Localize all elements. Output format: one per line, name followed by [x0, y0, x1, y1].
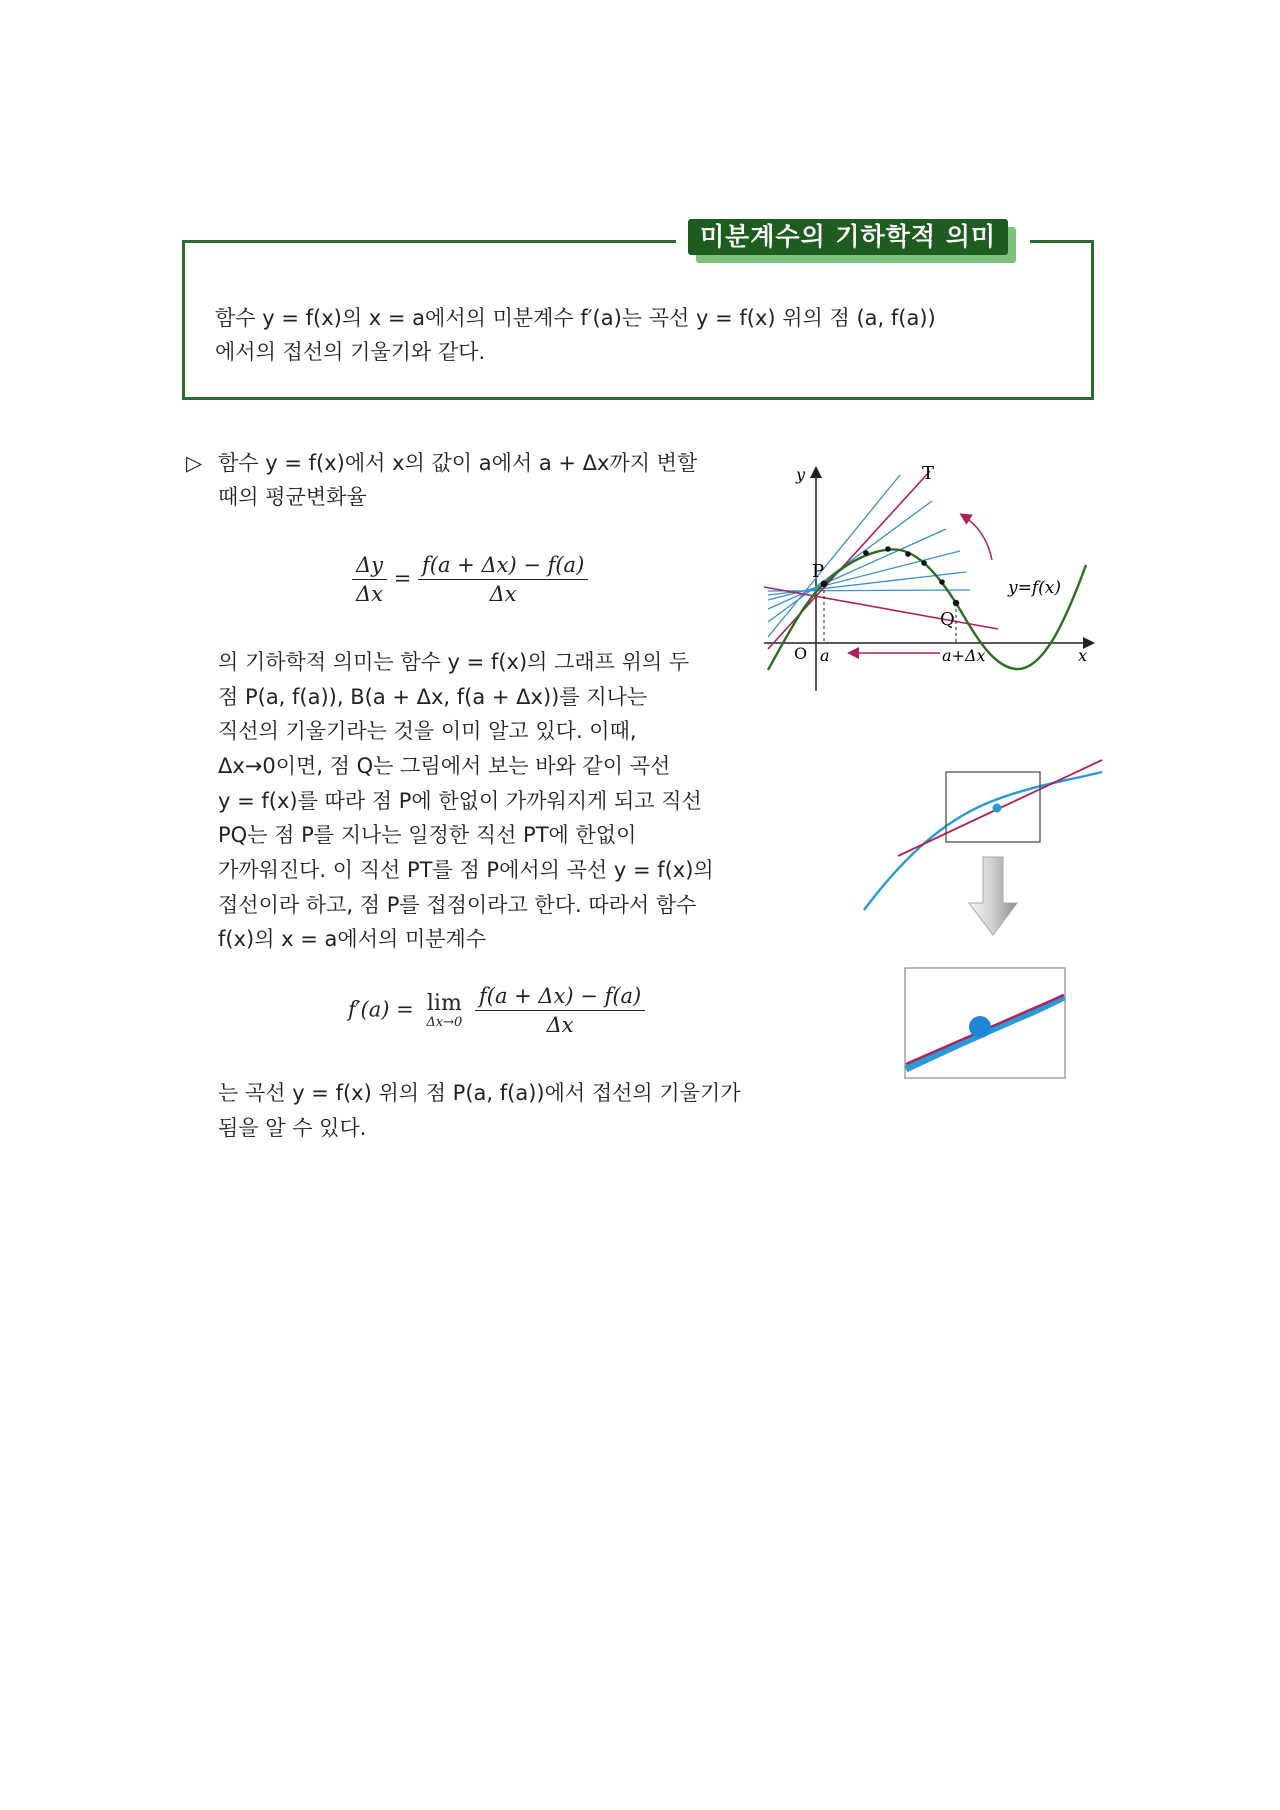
para3-line-2: 됨을 알 수 있다.: [218, 1116, 367, 1140]
lhs-denominator: Δx: [356, 582, 384, 606]
limit-operator: [426, 992, 462, 1030]
rhs-numerator: f(a + Δx) − f(a): [418, 553, 588, 580]
down-arrow-shape: [969, 857, 1017, 935]
y-axis-label: y: [796, 465, 806, 484]
definition-line-2: 에서의 접선의 기울기와 같다.: [215, 340, 486, 364]
label-a-plus-dx: a+Δx: [942, 646, 986, 665]
curve-point-2: [885, 546, 891, 552]
para2-line-9: f(x)의 x = a에서의 미분계수: [218, 927, 487, 951]
curve-point-1: [863, 550, 869, 556]
section-title: 미분계수의 기하학적 의미: [688, 219, 1008, 255]
x-axis-label: x: [1078, 646, 1088, 665]
rhs-denominator: Δx: [489, 582, 517, 606]
point-Q: [953, 600, 959, 606]
equals-sign: =: [393, 566, 412, 591]
derivative-numerator: f(a + Δx) − f(a): [475, 984, 645, 1011]
para2-line-1: 의 기하학적 의미는 함수 y = f(x)의 그래프 위의 두: [218, 650, 690, 674]
magnified-figure: [904, 967, 1066, 1079]
para2-line-3: 직선의 기울기라는 것을 이미 알고 있다. 이때,: [218, 719, 637, 743]
secant-tangent-figure: [760, 455, 1100, 705]
derivative-fraction: [475, 984, 645, 1037]
derivative-formula: [348, 984, 645, 1037]
lhs-fraction: [352, 553, 387, 606]
magnified-point: [969, 1016, 991, 1038]
para2-line-5: y = f(x)를 따라 점 P에 한없이 가까워지게 되고 직선: [218, 789, 702, 813]
origin-label: O: [794, 644, 808, 663]
approach-arrow-curved: [962, 515, 992, 560]
lhs-numerator: Δy: [352, 553, 387, 580]
label-T: T: [922, 463, 935, 484]
para2-line-2: 점 P(a, f(a)), B(a + Δx, f(a + Δx))를 지나는: [218, 685, 648, 709]
secant-line-PQ: [764, 587, 998, 629]
curve-point-3: [905, 551, 911, 557]
bullet-mark: ▷: [186, 451, 203, 475]
label-a: a: [820, 646, 830, 665]
rhs-fraction: [418, 553, 588, 606]
limit-text: lim: [426, 990, 462, 1016]
limit-subscript: Δx→0: [426, 1014, 463, 1030]
para2-line-6: PQ는 점 P를 지나는 일정한 직선 PT에 한없이: [218, 823, 637, 847]
curve-point-5: [939, 579, 945, 585]
curve-point-4: [921, 560, 927, 566]
label-P: P: [812, 561, 825, 582]
zoom-down-arrow: [963, 855, 1023, 937]
average-rate-formula: [352, 553, 588, 606]
para1-line-2: 때의 평균변화율: [218, 485, 367, 509]
para2-line-7: 가까워진다. 이 직선 PT를 점 P에서의 곡선 y = f(x)의: [218, 858, 714, 882]
title-badge: [688, 219, 1016, 263]
tangent-line-T: [768, 471, 930, 649]
label-Q: Q: [940, 609, 955, 630]
derivative-denominator: Δx: [546, 1013, 574, 1037]
para1-line-1: 함수 y = f(x)에서 x의 값이 a에서 a + Δx까지 변할: [218, 451, 698, 475]
derivative-lhs: f′(a) =: [348, 997, 414, 1022]
para2-line-4: Δx→0이면, 점 Q는 그림에서 보는 바와 같이 곡선: [218, 754, 671, 778]
definition-line-1: 함수 y = f(x)의 x = a에서의 미분계수 f′(a)는 곡선 y = f(x) 위의 점 (a, f(a)): [215, 306, 936, 330]
zoom-point: [993, 804, 1002, 813]
para3-line-1: 는 곡선 y = f(x) 위의 점 P(a, f(a))에서 접선의 기울기가: [218, 1081, 741, 1105]
para2-line-8: 접선이라 하고, 점 P를 접점이라고 한다. 따라서 함수: [218, 893, 697, 917]
curve-label: y=f(x): [1008, 578, 1061, 598]
